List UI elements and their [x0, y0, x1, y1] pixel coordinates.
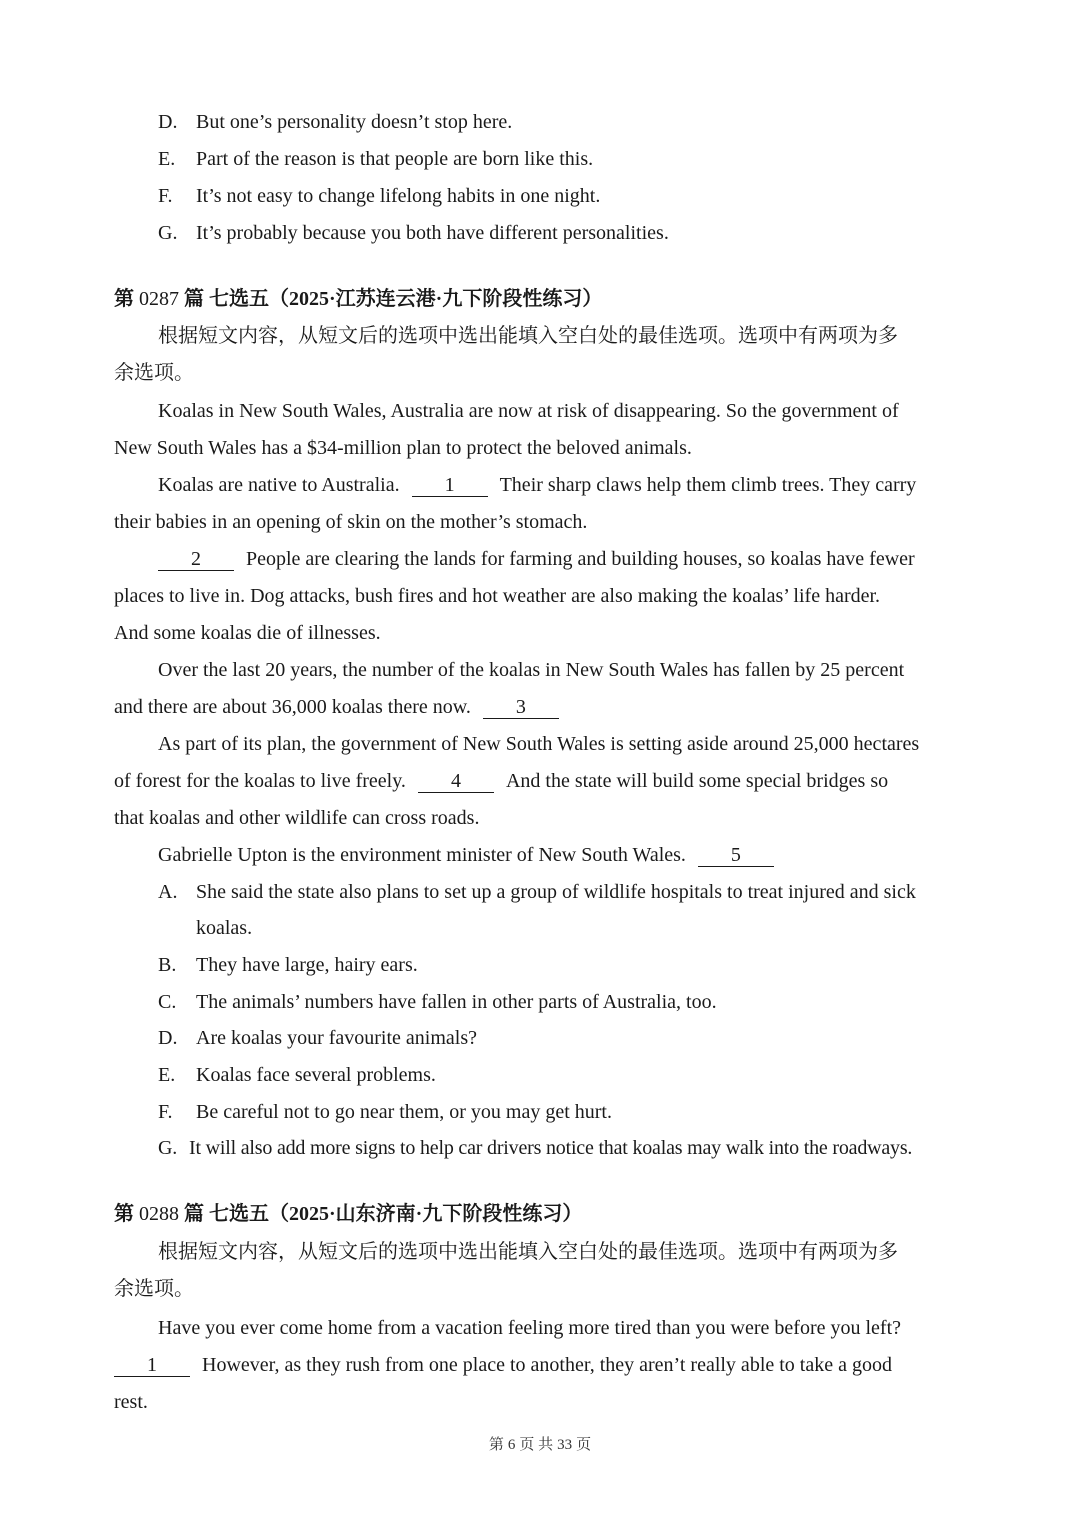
heading-prefix: 第 [114, 288, 134, 310]
text-segment: Gabrielle Upton is the environment minister of New South Wales. [158, 844, 686, 866]
text-segment: And the state will build some special bridges so [505, 770, 889, 792]
option-letter: F. [158, 1101, 173, 1123]
option-b [158, 952, 418, 978]
paragraph-line: And some koalas die of illnesses. [114, 622, 381, 644]
text-segment: People are clearing the lands for farming and building houses, so koalas have fewer [246, 548, 915, 570]
option-text: Part of the reason is that people are born like this. [196, 148, 594, 170]
paragraph-line: rest. [114, 1391, 148, 1413]
text-segment: However, as they rush from one place to another, they aren’t really able to take a good [202, 1354, 892, 1376]
text-segment: Their sharp claws help them climb trees. They carry [499, 474, 917, 496]
option-letter: B. [158, 954, 177, 976]
blank-4: 4 [418, 770, 494, 793]
page-label-prefix: 第 [488, 1437, 504, 1453]
option-g [158, 1135, 912, 1161]
paragraph-line: Koalas in New South Wales, Australia are now at risk of disappearing. So the government of [158, 400, 899, 422]
page-current: 6 [507, 1437, 516, 1453]
option-text: It will also add more signs to help car drivers notice that koalas may walk into the roadways. [189, 1137, 913, 1159]
paragraph-line [114, 694, 571, 720]
option-e-prev [158, 146, 593, 172]
option-text: It’s not easy to change lifelong habits in one night. [196, 185, 601, 207]
heading-number: 0287 [139, 288, 179, 310]
option-text: But one’s personality doesn’t stop here. [196, 111, 513, 133]
section-heading-0288 [114, 1201, 582, 1227]
paragraph-line: Have you ever come home from a vacation feeling more tired than you were before you left? [158, 1317, 902, 1339]
blank-1: 1 [114, 1354, 190, 1377]
option-letter: E. [158, 148, 176, 170]
paragraph-line: their babies in an opening of skin on the mother’s stomach. [114, 511, 588, 533]
instruction-line: 根据短文内容，从短文后的选项中选出能填入空白处的最佳选项。选项中有两项为多 [158, 325, 898, 347]
option-letter: E. [158, 1064, 176, 1086]
paragraph-line [158, 472, 916, 498]
heading-number: 0288 [139, 1203, 179, 1225]
option-letter: G. [158, 1137, 178, 1159]
option-letter: A. [158, 881, 178, 903]
option-a-continuation: koalas. [196, 917, 253, 939]
heading-text: 篇 七选五（2025·山东济南·九下阶段性练习） [184, 1203, 583, 1225]
option-e [158, 1062, 436, 1088]
option-text: She said the state also plans to set up a group of wildlife hospitals to treat injured and sick [196, 881, 916, 903]
option-text: They have large, hairy ears. [196, 954, 418, 976]
paragraph-line [158, 546, 915, 572]
paragraph-line [158, 842, 786, 868]
option-f-prev [158, 183, 600, 209]
page-label-mid: 页 共 [519, 1437, 554, 1453]
option-d-prev [158, 109, 512, 135]
section-heading-0287 [114, 286, 602, 312]
option-a [158, 879, 916, 905]
option-letter: D. [158, 1027, 178, 1049]
option-text: Koalas face several problems. [196, 1064, 436, 1086]
text-segment: Koalas are native to Australia. [158, 474, 400, 496]
option-letter: G. [158, 222, 178, 244]
option-letter: C. [158, 991, 177, 1013]
heading-prefix: 第 [114, 1203, 134, 1225]
text-segment: of forest for the koalas to live freely. [114, 770, 406, 792]
option-text: Be careful not to go near them, or you may get hurt. [196, 1101, 612, 1123]
paragraph-line: that koalas and other wildlife can cross roads. [114, 807, 480, 829]
page-footer [0, 1433, 1080, 1454]
option-d [158, 1025, 477, 1051]
page-label-suffix: 页 [576, 1437, 592, 1453]
page-total: 33 [557, 1437, 573, 1453]
paragraph-line [114, 1352, 892, 1378]
heading-text: 篇 七选五（2025·江苏连云港·九下阶段性练习） [184, 288, 603, 310]
text-segment: and there are about 36,000 koalas there now. [114, 696, 471, 718]
paragraph-line: As part of its plan, the government of New South Wales is setting aside around 25,000 hectares [158, 733, 920, 755]
paragraph-line: Over the last 20 years, the number of the koalas in New South Wales has fallen by 25 percent [158, 659, 905, 681]
paragraph-line [114, 768, 888, 794]
option-c [158, 989, 717, 1015]
blank-5: 5 [698, 844, 774, 867]
paragraph-line: places to live in. Dog attacks, bush fires and hot weather are also making the koalas’ life harder. [114, 585, 881, 607]
blank-1: 1 [412, 474, 488, 497]
option-g-prev [158, 220, 669, 246]
instruction-line: 余选项。 [114, 1278, 194, 1300]
option-f [158, 1099, 612, 1125]
instruction-line: 根据短文内容，从短文后的选项中选出能填入空白处的最佳选项。选项中有两项为多 [158, 1241, 898, 1263]
instruction-line: 余选项。 [114, 362, 194, 384]
blank-2: 2 [158, 548, 234, 571]
option-letter: F. [158, 185, 173, 207]
option-text: The animals’ numbers have fallen in other parts of Australia, too. [196, 991, 717, 1013]
option-text: It’s probably because you both have different personalities. [196, 222, 669, 244]
blank-3: 3 [483, 696, 559, 719]
option-text: Are koalas your favourite animals? [196, 1027, 478, 1049]
paragraph-line: New South Wales has a $34-million plan to protect the beloved animals. [114, 437, 692, 459]
option-letter: D. [158, 111, 178, 133]
